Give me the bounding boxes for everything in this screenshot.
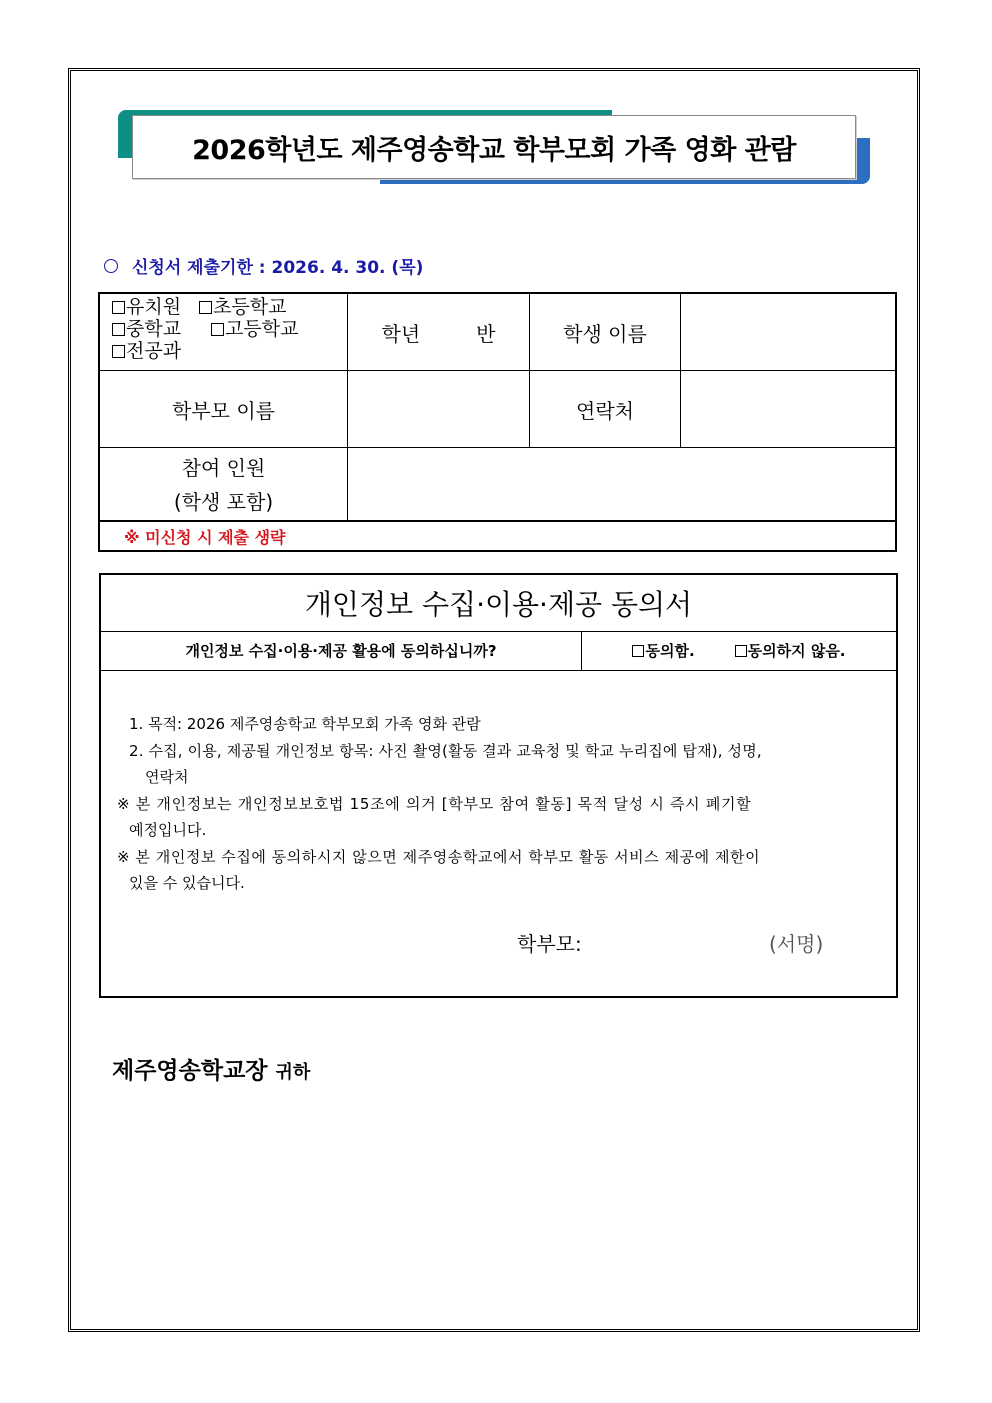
grade-label: 학년 bbox=[381, 321, 421, 346]
signature-label: 학부모: bbox=[517, 932, 582, 956]
deadline bbox=[104, 253, 423, 278]
consent-notice-disposal-cont: 예정입니다. bbox=[129, 821, 207, 839]
consent-agree-option[interactable]: 동의함. bbox=[632, 640, 694, 661]
parent-name-label: 학부모 이름 bbox=[100, 371, 348, 448]
checkbox-icon bbox=[199, 301, 212, 314]
recipient-line bbox=[112, 1052, 310, 1085]
checkbox-icon bbox=[112, 301, 125, 314]
consent-body bbox=[117, 711, 887, 897]
option-major-course[interactable]: 전공과 bbox=[112, 340, 181, 362]
class-label: 반 bbox=[476, 321, 496, 346]
grade-class-cell[interactable] bbox=[348, 294, 530, 371]
title-banner bbox=[132, 115, 856, 179]
contact-field[interactable] bbox=[681, 371, 895, 448]
consent-options bbox=[582, 631, 896, 671]
consent-notice-refusal-cont: 있을 수 있습니다. bbox=[129, 874, 245, 892]
recipient-name: 제주영송학교장 bbox=[112, 1058, 268, 1084]
student-name-field[interactable] bbox=[681, 294, 895, 371]
checkbox-icon bbox=[735, 645, 747, 657]
recipient-suffix: 귀하 bbox=[275, 1062, 311, 1083]
consent-item-fields: 2. 수집, 이용, 제공될 개인정보 항목: 사진 촬영(활동 결과 교육청 및 학교 누리집에 탑재), 성명, bbox=[129, 741, 762, 760]
option-high[interactable]: 고등학교 bbox=[211, 318, 298, 340]
note-divider bbox=[100, 520, 895, 521]
consent-notice-refusal: ※ 본 개인정보 수집에 동의하시지 않으면 제주영송학교에서 학부모 활동 서비스 제공에 제한이 bbox=[117, 847, 761, 866]
checkbox-icon bbox=[112, 345, 125, 358]
school-level-options bbox=[100, 294, 348, 371]
checkbox-icon bbox=[632, 645, 644, 657]
signature-field[interactable]: (서명) bbox=[769, 932, 824, 956]
consent-item-fields-cont: 연락처 bbox=[145, 768, 189, 786]
consent-item-purpose: 1. 목적: 2026 제주영송학교 학부모회 가족 영화 관람 bbox=[129, 715, 481, 733]
circle-bullet-icon bbox=[104, 259, 118, 273]
application-form bbox=[98, 292, 897, 552]
option-middle[interactable]: 중학교 bbox=[112, 318, 181, 340]
student-name-label: 학생 이름 bbox=[530, 294, 681, 371]
consent-question: 개인정보 수집·이용·제공 활용에 동의하십니까? bbox=[101, 631, 582, 671]
deadline-text: 신청서 제출기한 : 2026. 4. 30. (목) bbox=[132, 258, 424, 278]
participants-label: 참여 인원 (학생 포함) bbox=[100, 448, 348, 522]
parent-name-field[interactable] bbox=[348, 371, 530, 448]
contact-label: 연락처 bbox=[530, 371, 681, 448]
consent-title: 개인정보 수집·이용·제공 동의서 bbox=[101, 575, 896, 632]
note-text: ※ 미신청 시 제출 생략 bbox=[124, 528, 286, 547]
option-kindergarten[interactable]: 유치원 bbox=[112, 296, 181, 318]
checkbox-icon bbox=[211, 323, 224, 336]
option-elementary[interactable]: 초등학교 bbox=[199, 296, 286, 318]
consent-notice-disposal: ※ 본 개인정보는 개인정보보호법 15조에 의거 [학부모 참여 활동] 목적 달성 시 즉시 폐기할 bbox=[117, 794, 752, 813]
consent-form bbox=[99, 573, 898, 998]
consent-disagree-option[interactable]: 동의하지 않음. bbox=[735, 640, 846, 661]
participants-field[interactable] bbox=[348, 448, 895, 522]
page-title: 2026학년도 제주영송학교 학부모회 가족 영화 관람 bbox=[192, 134, 796, 166]
checkbox-icon bbox=[112, 323, 125, 336]
